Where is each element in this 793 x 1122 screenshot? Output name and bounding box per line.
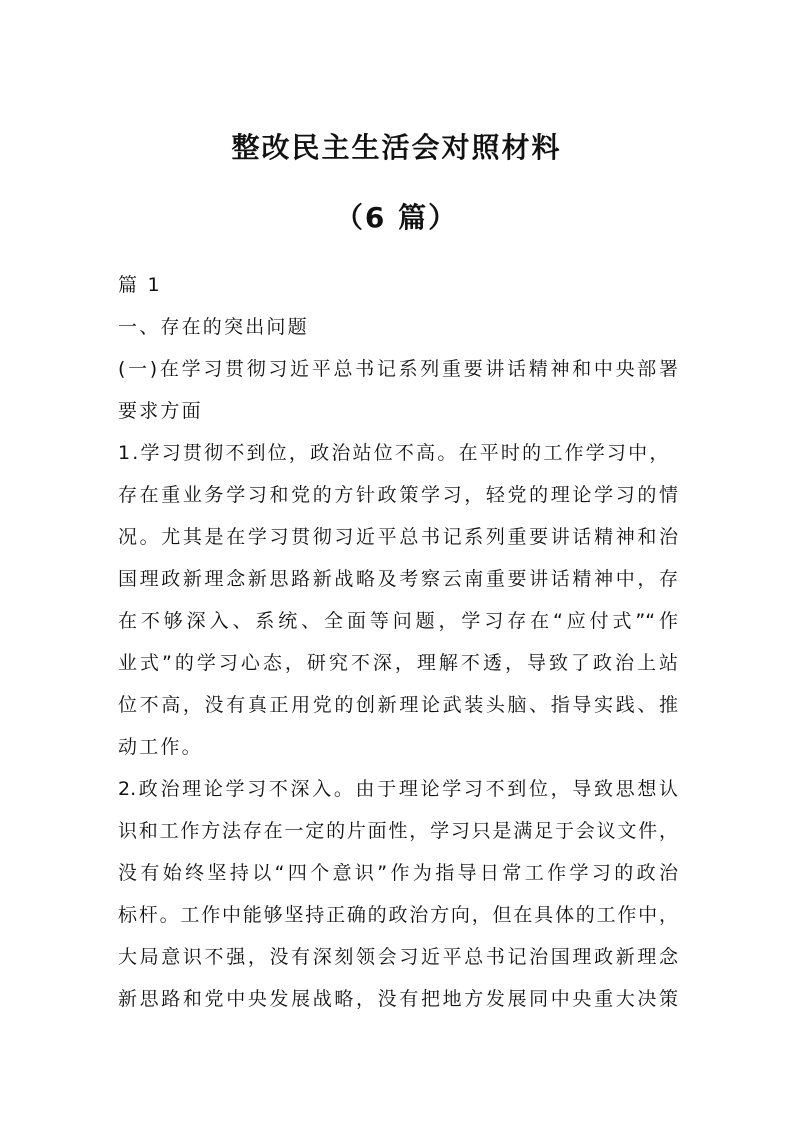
heading-2: (一)在学习贯彻习近平总书记系列重要讲话精神和中央部署 xyxy=(118,358,678,380)
paragraph-line: 国理政新理念新思路新战略及考察云南重要讲话精神中，存 xyxy=(118,568,678,590)
paragraph-line: 动工作。 xyxy=(118,736,203,758)
paragraph-line: 没有始终坚持以“四个意识”作为指导日常工作学习的政治 xyxy=(118,862,678,884)
heading-1: 一、存在的突出问题 xyxy=(118,316,309,338)
paragraph-line: 2.政治理论学习不深入。由于理论学习不到位，导致思想认 xyxy=(118,778,678,800)
paragraph-line: 业式”的学习心态，研究不深，理解不透，导致了政治上站 xyxy=(118,652,678,674)
document-title: 整改民主生活会对照材料 xyxy=(231,131,562,164)
section-label: 篇 1 xyxy=(118,274,162,296)
paragraph-line: 标杆。工作中能够坚持正确的政治方向，但在具体的工作中， xyxy=(118,904,678,926)
document-subtitle: （6 篇） xyxy=(334,201,459,234)
paragraph-line: 识和工作方法存在一定的片面性，学习只是满足于会议文件， xyxy=(118,820,678,842)
paragraph-line: 新思路和党中央发展战略，没有把地方发展同中央重大决策 xyxy=(118,988,678,1010)
heading-2-cont: 要求方面 xyxy=(118,400,203,422)
paragraph-line: 在不够深入、系统、全面等问题，学习存在“应付式”“作 xyxy=(118,610,678,632)
paragraph-line: 大局意识不强，没有深刻领会习近平总书记治国理政新理念 xyxy=(118,946,678,968)
paragraph-line: 况。尤其是在学习贯彻习近平总书记系列重要讲话精神和治 xyxy=(118,526,678,548)
paragraph-line: 位不高，没有真正用党的创新理论武装头脑、指导实践、推 xyxy=(118,694,678,716)
document-body xyxy=(118,264,678,1020)
paragraph-line: 存在重业务学习和党的方针政策学习，轻党的理论学习的情 xyxy=(118,484,678,506)
paragraph-line: 1.学习贯彻不到位，政治站位不高。在平时的工作学习中， xyxy=(118,442,671,464)
